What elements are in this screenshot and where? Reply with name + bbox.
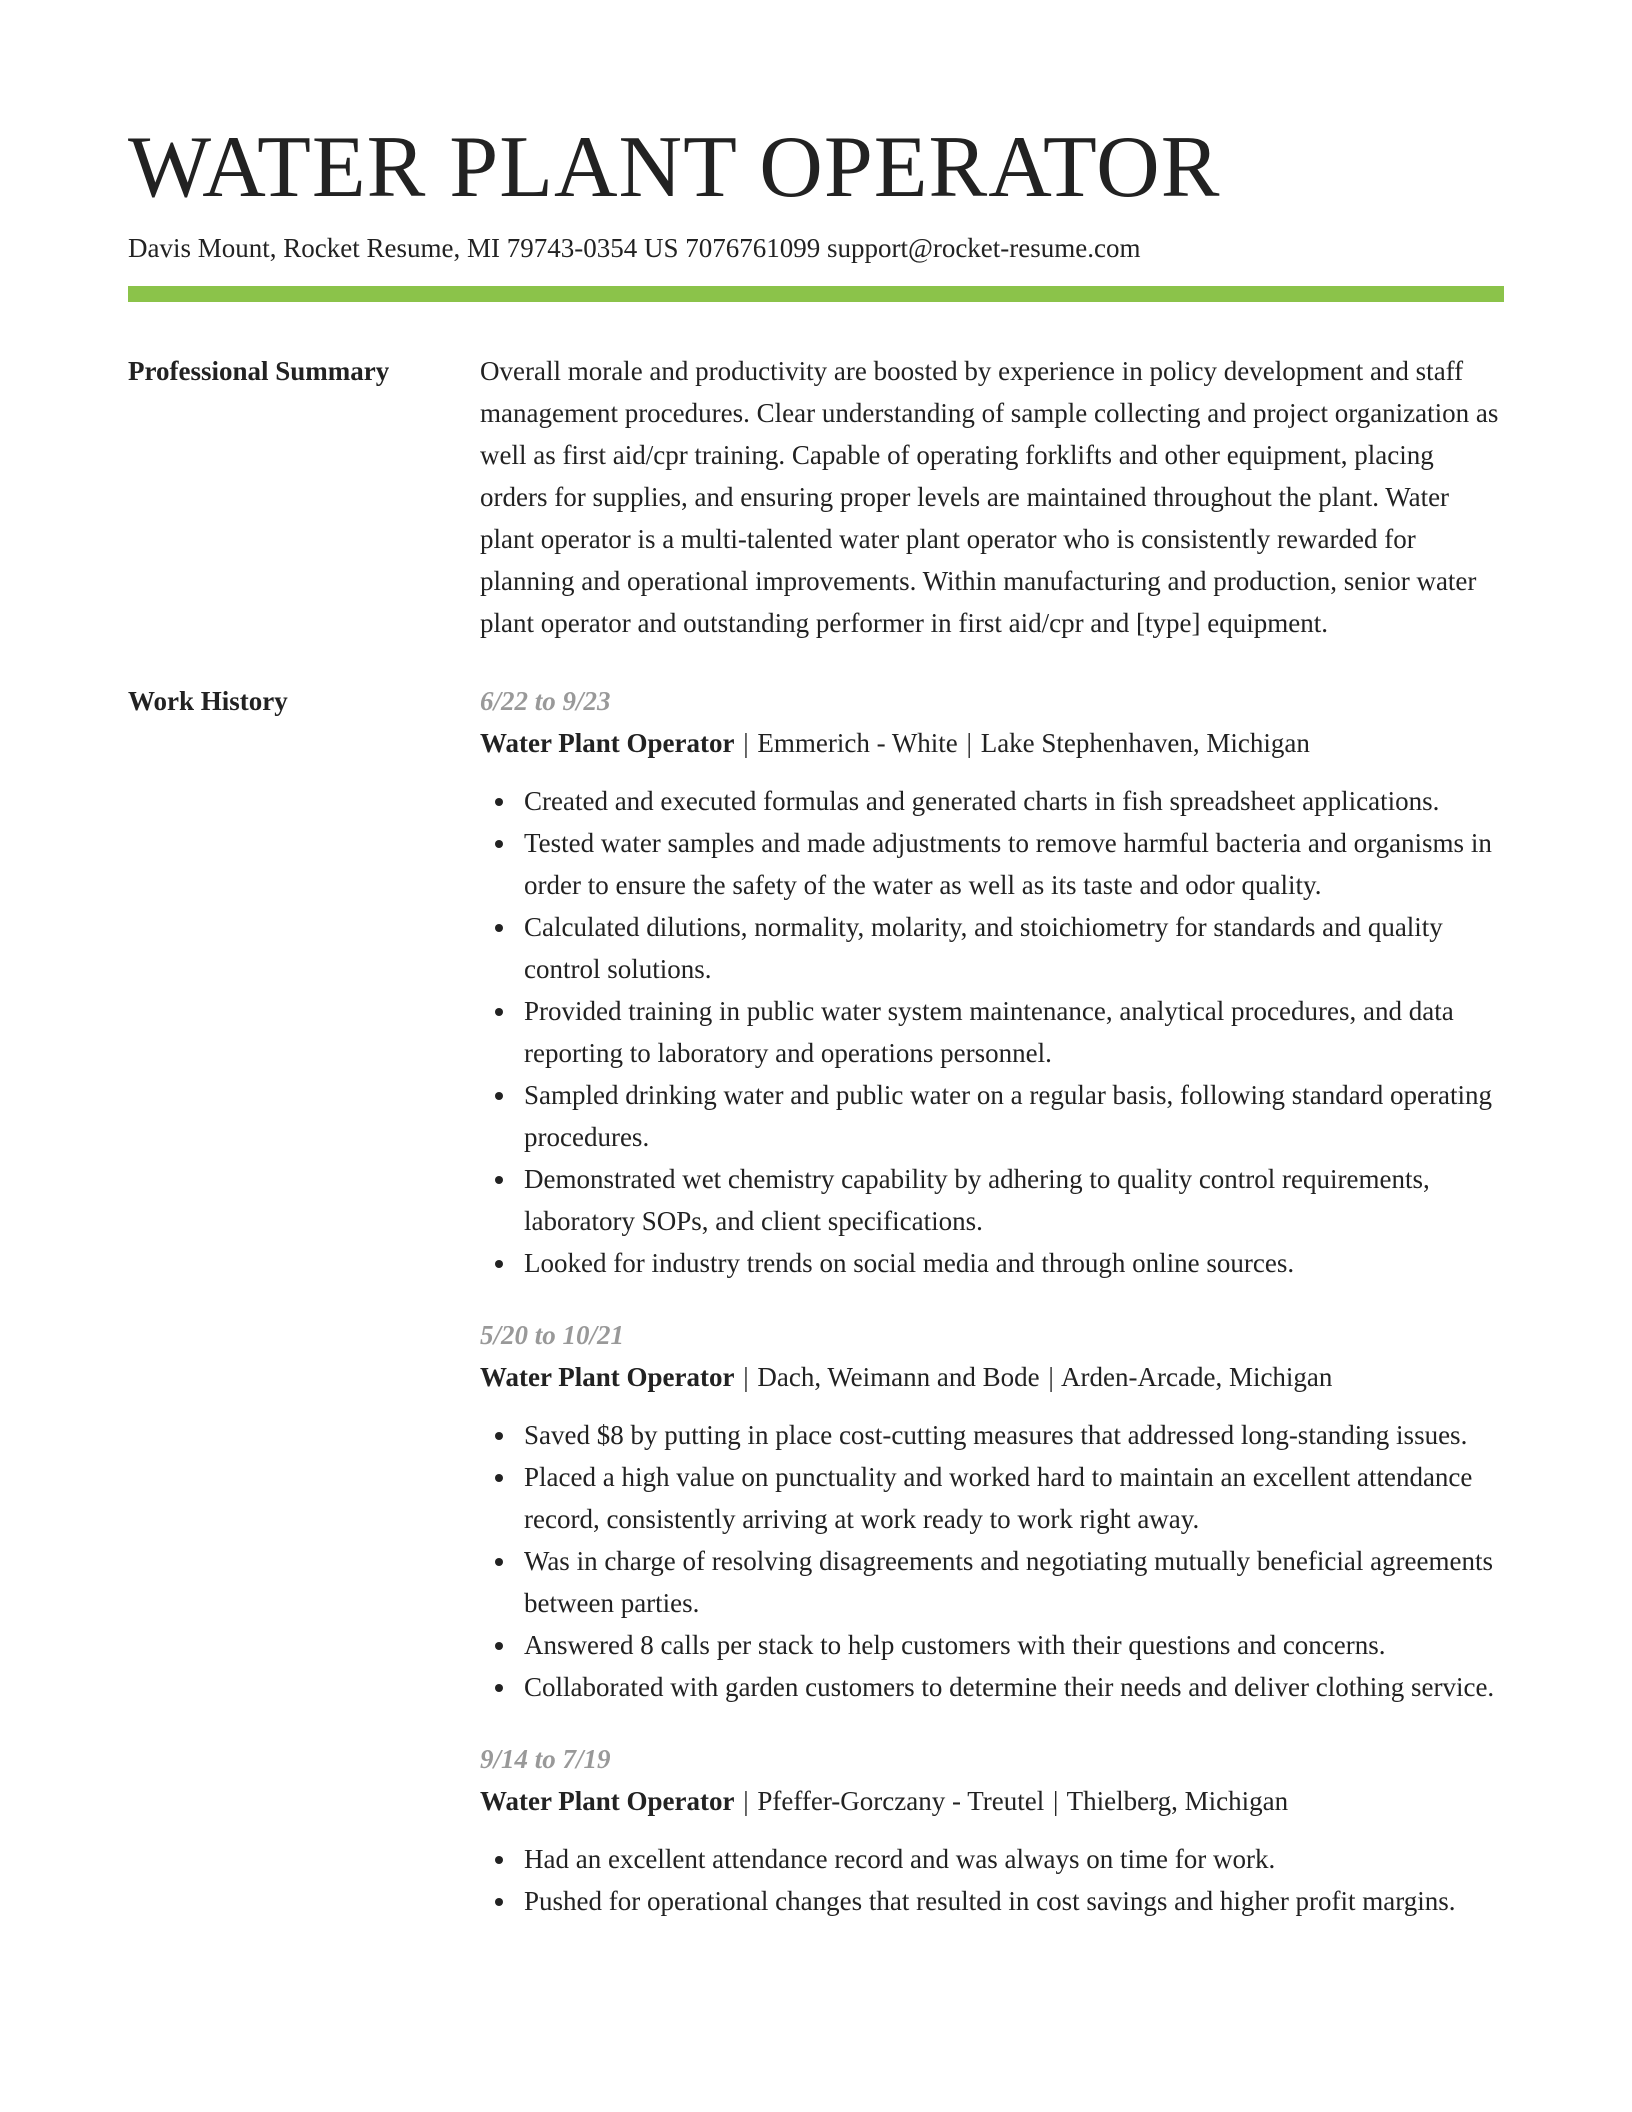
job-list — [480, 680, 1504, 1952]
job-company: Emmerich - White — [757, 728, 958, 758]
list-item: Provided training in public water system maintenance, analytical procedures, and data reporting to laboratory and operations personnel. — [524, 990, 1504, 1074]
list-item: Created and executed formulas and generated charts in fish spreadsheet applications. — [524, 780, 1504, 822]
work-history-section — [128, 680, 1504, 1952]
job-location: Lake Stephenhaven, Michigan — [980, 728, 1310, 758]
job-entry — [480, 1314, 1504, 1708]
job-header — [480, 722, 1504, 764]
list-item: Demonstrated wet chemistry capability by adhering to quality control requirements, laboratory SOPs, and client specifications. — [524, 1158, 1504, 1242]
job-header — [480, 1780, 1504, 1822]
resume-content — [128, 350, 1504, 1988]
job-bullets — [480, 1414, 1504, 1708]
job-date: 9/14 to 7/19 — [480, 1744, 611, 1774]
professional-summary-section — [128, 350, 1504, 644]
job-date: 5/20 to 10/21 — [480, 1320, 625, 1350]
job-title: Water Plant Operator — [480, 1786, 735, 1816]
list-item: Pushed for operational changes that resulted in cost savings and higher profit margins. — [524, 1880, 1504, 1922]
list-item: Collaborated with garden customers to determine their needs and deliver clothing service. — [524, 1666, 1504, 1708]
job-header — [480, 1356, 1504, 1398]
separator: | — [743, 1362, 749, 1392]
list-item: Tested water samples and made adjustments to remove harmful bacteria and organisms in order to ensure the safety of the water as well as its taste and odor quality. — [524, 822, 1504, 906]
job-location: Thielberg, Michigan — [1066, 1786, 1289, 1816]
list-item: Saved $8 by putting in place cost-cutting measures that addressed long-standing issues. — [524, 1414, 1504, 1456]
separator: | — [743, 728, 749, 758]
separator: | — [743, 1786, 749, 1816]
job-company: Pfeffer-Gorczany - Treutel — [757, 1786, 1045, 1816]
list-item: Calculated dilutions, normality, molarity, and stoichiometry for standards and quality control solutions. — [524, 906, 1504, 990]
section-label-summary: Professional Summary — [128, 356, 390, 386]
job-bullets — [480, 780, 1504, 1284]
job-title: Water Plant Operator — [480, 1362, 735, 1392]
job-date: 6/22 to 9/23 — [480, 686, 611, 716]
section-label-work-history: Work History — [128, 686, 288, 716]
header-divider — [128, 286, 1504, 302]
job-bullets — [480, 1838, 1504, 1922]
separator: | — [1048, 1362, 1054, 1392]
page-title: WATER PLANT OPERATOR — [128, 119, 1221, 216]
summary-text: Overall morale and productivity are boosted by experience in policy development and staff management procedures. Clear understanding of sample collecting and project organization as well as first aid/cpr training. Capable of operating forklifts and other equipment, placing orders for supplies, and ensuring proper levels are maintained throughout the plant. Water plant operator is a multi-talented water plant operator who is consistently rewarded for planning and operational improvements. Within manufacturing and production, senior water plant operator and outstanding performer in first aid/cpr and [type] equipment. — [480, 356, 1499, 638]
separator: | — [966, 728, 972, 758]
job-entry — [480, 1738, 1504, 1922]
contact-line: Davis Mount, Rocket Resume, MI 79743-0354 US 7076761099 support@rocket-resume.com — [128, 233, 1141, 263]
separator: | — [1052, 1786, 1059, 1816]
job-location: Arden-Arcade, Michigan — [1061, 1362, 1333, 1392]
job-entry — [480, 680, 1504, 1284]
list-item: Placed a high value on punctuality and worked hard to maintain an excellent attendance record, consistently arriving at work ready to work right away. — [524, 1456, 1504, 1540]
list-item: Looked for industry trends on social media and through online sources. — [524, 1242, 1504, 1284]
job-company: Dach, Weimann and Bode — [757, 1362, 1040, 1392]
list-item: Sampled drinking water and public water on a regular basis, following standard operating procedures. — [524, 1074, 1504, 1158]
list-item: Answered 8 calls per stack to help customers with their questions and concerns. — [524, 1624, 1504, 1666]
list-item: Had an excellent attendance record and was always on time for work. — [524, 1838, 1504, 1880]
job-title: Water Plant Operator — [480, 728, 735, 758]
list-item: Was in charge of resolving disagreements and negotiating mutually beneficial agreements between parties. — [524, 1540, 1504, 1624]
